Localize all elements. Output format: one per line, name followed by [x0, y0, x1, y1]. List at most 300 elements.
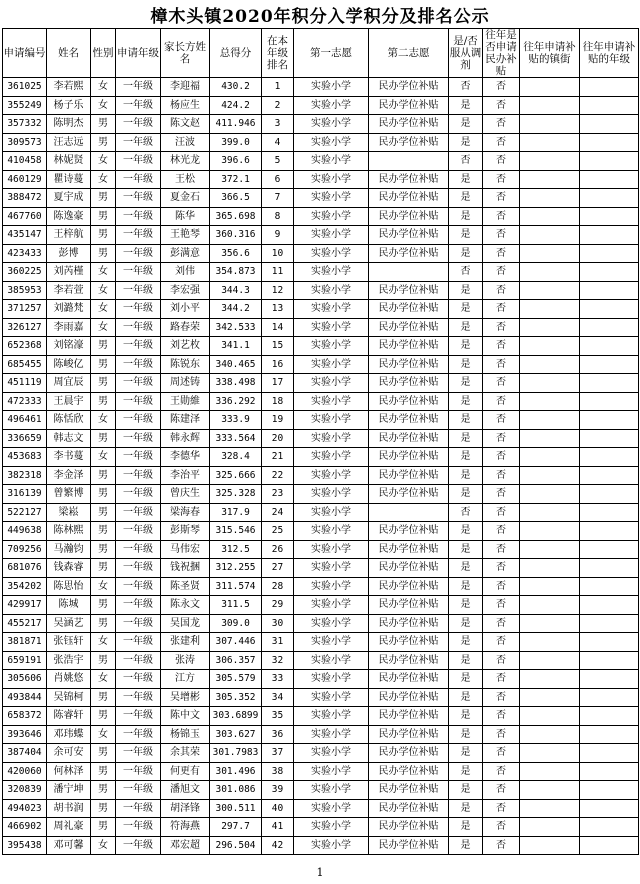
table-cell: 否 — [483, 503, 520, 522]
table-row — [3, 503, 639, 522]
table-cell: 一年级 — [116, 96, 161, 115]
table-cell: 民办学位补贴 — [369, 133, 449, 152]
table-cell — [520, 318, 580, 337]
table-cell: 李雨嘉 — [47, 318, 91, 337]
table-cell — [580, 318, 639, 337]
table-cell: 一年级 — [116, 744, 161, 763]
table-cell: 是 — [449, 392, 483, 411]
table-cell: 是 — [449, 318, 483, 337]
table-row — [3, 207, 639, 226]
table-cell: 否 — [483, 448, 520, 467]
table-cell — [580, 355, 639, 374]
table-cell: 430.2 — [210, 78, 262, 97]
table-cell: 实验小学 — [294, 614, 369, 633]
table-cell: 305.579 — [210, 670, 262, 689]
table-cell: 男 — [91, 614, 116, 633]
table-cell: 709256 — [3, 540, 47, 559]
table-cell: 23 — [262, 485, 294, 504]
table-cell: 否 — [483, 411, 520, 430]
table-cell: 是 — [449, 633, 483, 652]
table-cell: 何林泽 — [47, 762, 91, 781]
table-cell: 一年级 — [116, 448, 161, 467]
table-row — [3, 836, 639, 855]
table-cell: 否 — [483, 263, 520, 282]
table-cell — [520, 281, 580, 300]
table-cell: 4 — [262, 133, 294, 152]
table-cell: 否 — [483, 170, 520, 189]
table-cell: 344.2 — [210, 300, 262, 319]
table-cell: 林妮贤 — [47, 152, 91, 171]
table-cell: 是 — [449, 170, 483, 189]
table-row — [3, 540, 639, 559]
table-cell: 民办学位补贴 — [369, 836, 449, 855]
table-cell — [520, 818, 580, 837]
column-header: 往年申请补贴的镇街 — [520, 29, 580, 78]
table-cell: 一年级 — [116, 762, 161, 781]
table-cell: 是 — [449, 485, 483, 504]
table-cell — [520, 337, 580, 356]
table-cell: 429917 — [3, 596, 47, 615]
table-cell: 423433 — [3, 244, 47, 263]
table-cell: 否 — [483, 429, 520, 448]
table-cell: 336659 — [3, 429, 47, 448]
table-cell: 301.496 — [210, 762, 262, 781]
table-cell: 19 — [262, 411, 294, 430]
table-row — [3, 633, 639, 652]
table-cell: 一年级 — [116, 207, 161, 226]
table-cell: 一年级 — [116, 263, 161, 282]
table-cell: 王松 — [161, 170, 210, 189]
table-row — [3, 577, 639, 596]
table-cell: 实验小学 — [294, 522, 369, 541]
table-cell: 邓可馨 — [47, 836, 91, 855]
table-row — [3, 725, 639, 744]
table-cell: 35 — [262, 707, 294, 726]
table-cell: 男 — [91, 189, 116, 208]
table-cell: 男 — [91, 207, 116, 226]
column-header: 性别 — [91, 29, 116, 78]
table-cell — [520, 577, 580, 596]
table-cell: 民办学位补贴 — [369, 226, 449, 245]
table-cell: 是 — [449, 337, 483, 356]
table-cell — [520, 725, 580, 744]
table-cell — [520, 152, 580, 171]
table-cell — [580, 762, 639, 781]
table-cell — [520, 744, 580, 763]
table-cell: 41 — [262, 818, 294, 837]
table-cell: 342.533 — [210, 318, 262, 337]
table-cell: 刘小平 — [161, 300, 210, 319]
table-cell: 李若熙 — [47, 78, 91, 97]
table-row — [3, 762, 639, 781]
table-cell: 实验小学 — [294, 688, 369, 707]
table-cell: 男 — [91, 762, 116, 781]
table-cell: 男 — [91, 799, 116, 818]
table-cell: 一年级 — [116, 466, 161, 485]
table-cell: 女 — [91, 96, 116, 115]
table-cell: 男 — [91, 522, 116, 541]
table-cell: 467760 — [3, 207, 47, 226]
table-cell — [520, 799, 580, 818]
table-cell: 305606 — [3, 670, 47, 689]
table-cell: 彭博 — [47, 244, 91, 263]
table-cell: 否 — [483, 577, 520, 596]
table-cell: 否 — [483, 818, 520, 837]
table-cell: 21 — [262, 448, 294, 467]
table-cell: 366.5 — [210, 189, 262, 208]
document-title: 樟木头镇2020年积分入学积分及排名公示 — [150, 7, 490, 27]
table-cell: 一年级 — [116, 170, 161, 189]
table-cell: 否 — [483, 337, 520, 356]
table-cell: 354.873 — [210, 263, 262, 282]
table-cell — [580, 170, 639, 189]
table-cell: 否 — [483, 78, 520, 97]
table-cell: 685455 — [3, 355, 47, 374]
table-cell: 否 — [483, 207, 520, 226]
table-cell: 306.357 — [210, 651, 262, 670]
table-cell: 25 — [262, 522, 294, 541]
table-cell: 实验小学 — [294, 281, 369, 300]
table-cell: 否 — [483, 189, 520, 208]
column-header: 姓名 — [47, 29, 91, 78]
table-cell: 实验小学 — [294, 207, 369, 226]
table-cell: 325.328 — [210, 485, 262, 504]
table-cell: 一年级 — [116, 244, 161, 263]
table-cell: 刘艺枚 — [161, 337, 210, 356]
table-row — [3, 818, 639, 837]
table-cell: 男 — [91, 559, 116, 578]
table-cell — [369, 152, 449, 171]
table-cell: 男 — [91, 374, 116, 393]
table-cell: 张建利 — [161, 633, 210, 652]
table-cell — [520, 78, 580, 97]
table-cell: 326127 — [3, 318, 47, 337]
table-cell: 否 — [483, 725, 520, 744]
table-cell: 38 — [262, 762, 294, 781]
table-cell: 15 — [262, 337, 294, 356]
table-cell: 一年级 — [116, 614, 161, 633]
table-cell: 否 — [483, 318, 520, 337]
header-row — [3, 29, 639, 78]
table-cell: 是 — [449, 836, 483, 855]
table-cell: 陈睿轩 — [47, 707, 91, 726]
table-cell: 汪志远 — [47, 133, 91, 152]
table-cell: 296.504 — [210, 836, 262, 855]
table-cell — [520, 633, 580, 652]
table-cell: 陈锐东 — [161, 355, 210, 374]
table-row — [3, 744, 639, 763]
table-cell: 胡泽锋 — [161, 799, 210, 818]
table-cell: 邓宏超 — [161, 836, 210, 855]
table-cell: 是 — [449, 522, 483, 541]
table-row — [3, 485, 639, 504]
table-cell: 女 — [91, 318, 116, 337]
table-cell: 312.255 — [210, 559, 262, 578]
table-cell: 是 — [449, 448, 483, 467]
table-cell: 民办学位补贴 — [369, 596, 449, 615]
table-cell: 399.0 — [210, 133, 262, 152]
table-cell: 395438 — [3, 836, 47, 855]
table-cell: 女 — [91, 836, 116, 855]
column-header: 在本年级排名 — [262, 29, 294, 78]
table-cell: 一年级 — [116, 318, 161, 337]
table-cell: 一年级 — [116, 725, 161, 744]
table-cell: 13 — [262, 300, 294, 319]
table-cell — [520, 448, 580, 467]
table-cell: 否 — [483, 762, 520, 781]
table-cell: 466902 — [3, 818, 47, 837]
table-cell: 31 — [262, 633, 294, 652]
table-cell: 是 — [449, 688, 483, 707]
table-cell: 是 — [449, 781, 483, 800]
table-cell: 309573 — [3, 133, 47, 152]
table-cell: 一年级 — [116, 115, 161, 134]
table-cell: 是 — [449, 725, 483, 744]
table-cell: 652368 — [3, 337, 47, 356]
table-cell: 29 — [262, 596, 294, 615]
table-cell — [580, 337, 639, 356]
table-cell — [580, 540, 639, 559]
table-cell: 522127 — [3, 503, 47, 522]
table-cell: 是 — [449, 762, 483, 781]
table-cell: 民办学位补贴 — [369, 207, 449, 226]
table-cell — [580, 485, 639, 504]
table-cell: 34 — [262, 688, 294, 707]
column-header: 申请年级 — [116, 29, 161, 78]
table-cell: 否 — [449, 78, 483, 97]
table-cell: 民办学位补贴 — [369, 688, 449, 707]
table-cell — [520, 411, 580, 430]
table-cell: 否 — [483, 799, 520, 818]
table-cell — [520, 374, 580, 393]
table-cell — [520, 244, 580, 263]
table-cell: 382318 — [3, 466, 47, 485]
table-cell: 361025 — [3, 78, 47, 97]
table-cell: 一年级 — [116, 559, 161, 578]
table-cell: 王勋維 — [161, 392, 210, 411]
table-cell: 336.292 — [210, 392, 262, 411]
table-cell: 男 — [91, 466, 116, 485]
table-cell — [520, 688, 580, 707]
table-cell — [520, 485, 580, 504]
table-cell — [520, 300, 580, 319]
table-cell: 民办学位补贴 — [369, 429, 449, 448]
table-cell: 实验小学 — [294, 96, 369, 115]
table-cell: 钱祝捆 — [161, 559, 210, 578]
table-cell: 659191 — [3, 651, 47, 670]
table-cell — [520, 392, 580, 411]
table-cell: 民办学位补贴 — [369, 781, 449, 800]
table-cell: 实验小学 — [294, 300, 369, 319]
table-cell: 民办学位补贴 — [369, 818, 449, 837]
table-cell: 32 — [262, 651, 294, 670]
column-header: 家长方姓名 — [161, 29, 210, 78]
table-cell: 301.086 — [210, 781, 262, 800]
table-cell: 7 — [262, 189, 294, 208]
table-cell: 梁海春 — [161, 503, 210, 522]
table-cell: 36 — [262, 725, 294, 744]
table-cell — [520, 429, 580, 448]
table-cell: 民办学位补贴 — [369, 466, 449, 485]
table-cell — [580, 744, 639, 763]
table-cell: 男 — [91, 226, 116, 245]
table-row — [3, 133, 639, 152]
table-cell: 424.2 — [210, 96, 262, 115]
table-cell — [520, 707, 580, 726]
table-cell: 实验小学 — [294, 170, 369, 189]
table-row — [3, 318, 639, 337]
table-cell: 实验小学 — [294, 263, 369, 282]
table-cell: 2 — [262, 96, 294, 115]
table-cell: 实验小学 — [294, 799, 369, 818]
table-cell: 否 — [483, 355, 520, 374]
table-cell: 实验小学 — [294, 133, 369, 152]
table-cell: 303.6899 — [210, 707, 262, 726]
table-cell: 男 — [91, 392, 116, 411]
table-cell: 实验小学 — [294, 152, 369, 171]
table-cell: 实验小学 — [294, 540, 369, 559]
table-cell: 否 — [483, 300, 520, 319]
table-cell: 曾庆生 — [161, 485, 210, 504]
table-cell: 李书蔓 — [47, 448, 91, 467]
table-cell: 是 — [449, 466, 483, 485]
table-cell — [580, 133, 639, 152]
table-cell: 张钰轩 — [47, 633, 91, 652]
table-cell: 女 — [91, 263, 116, 282]
table-cell: 民办学位补贴 — [369, 725, 449, 744]
table-cell: 实验小学 — [294, 411, 369, 430]
table-cell: 男 — [91, 707, 116, 726]
table-cell: 张涛 — [161, 651, 210, 670]
table-cell: 实验小学 — [294, 78, 369, 97]
table-row — [3, 688, 639, 707]
table-cell: 一年级 — [116, 300, 161, 319]
table-cell: 女 — [91, 281, 116, 300]
table-cell: 民办学位补贴 — [369, 744, 449, 763]
table-cell: 16 — [262, 355, 294, 374]
table-cell: 杨锦玉 — [161, 725, 210, 744]
table-cell — [520, 355, 580, 374]
table-cell: 否 — [483, 596, 520, 615]
table-cell: 307.446 — [210, 633, 262, 652]
table-cell: 李迎福 — [161, 78, 210, 97]
table-cell: 33 — [262, 670, 294, 689]
table-cell: 否 — [449, 503, 483, 522]
table-cell: 陈恬欣 — [47, 411, 91, 430]
table-cell: 一年级 — [116, 281, 161, 300]
table-cell: 男 — [91, 337, 116, 356]
table-cell: 303.627 — [210, 725, 262, 744]
table-row — [3, 152, 639, 171]
table-cell — [580, 466, 639, 485]
table-cell: 男 — [91, 744, 116, 763]
table-cell: 411.946 — [210, 115, 262, 134]
table-cell — [580, 78, 639, 97]
table-cell: 男 — [91, 429, 116, 448]
table-cell: 是 — [449, 207, 483, 226]
table-cell: 是 — [449, 281, 483, 300]
table-row — [3, 651, 639, 670]
table-cell: 18 — [262, 392, 294, 411]
table-cell — [520, 96, 580, 115]
table-cell: 是 — [449, 133, 483, 152]
table-cell: 449638 — [3, 522, 47, 541]
table-cell: 男 — [91, 503, 116, 522]
table-row — [3, 96, 639, 115]
table-cell — [369, 503, 449, 522]
table-cell: 一年级 — [116, 670, 161, 689]
table-row — [3, 374, 639, 393]
table-cell: 杨应生 — [161, 96, 210, 115]
table-cell: 否 — [483, 707, 520, 726]
table-cell — [580, 207, 639, 226]
table-cell: 24 — [262, 503, 294, 522]
table-cell: 陈林熙 — [47, 522, 91, 541]
table-cell — [520, 762, 580, 781]
table-cell: 陈明杰 — [47, 115, 91, 134]
table-cell: 一年级 — [116, 226, 161, 245]
table-row — [3, 559, 639, 578]
table-cell: 肖姚悠 — [47, 670, 91, 689]
table-cell: 一年级 — [116, 781, 161, 800]
table-cell: 民办学位补贴 — [369, 670, 449, 689]
table-cell: 否 — [483, 96, 520, 115]
table-cell: 实验小学 — [294, 781, 369, 800]
column-header: 总得分 — [210, 29, 262, 78]
table-cell: 一年级 — [116, 485, 161, 504]
table-cell: 男 — [91, 818, 116, 837]
table-cell: 女 — [91, 152, 116, 171]
table-cell: 陈逸豪 — [47, 207, 91, 226]
table-cell: 一年级 — [116, 78, 161, 97]
table-cell: 民办学位补贴 — [369, 170, 449, 189]
table-cell: 民办学位补贴 — [369, 448, 449, 467]
table-cell: 否 — [483, 133, 520, 152]
table-cell: 316139 — [3, 485, 47, 504]
table-cell: 328.4 — [210, 448, 262, 467]
table-cell: 460129 — [3, 170, 47, 189]
table-cell: 陈华 — [161, 207, 210, 226]
table-cell: 杨子乐 — [47, 96, 91, 115]
table-cell: 387404 — [3, 744, 47, 763]
table-cell: 胡书润 — [47, 799, 91, 818]
table-cell: 潘旭文 — [161, 781, 210, 800]
table-cell: 夏宇成 — [47, 189, 91, 208]
table-cell: 360225 — [3, 263, 47, 282]
table-cell: 民办学位补贴 — [369, 559, 449, 578]
table-cell: 彭满意 — [161, 244, 210, 263]
column-header: 往年是否申请民办补贴 — [483, 29, 520, 78]
table-cell: 实验小学 — [294, 559, 369, 578]
table-cell: 311.5 — [210, 596, 262, 615]
table-cell: 6 — [262, 170, 294, 189]
table-row — [3, 799, 639, 818]
table-cell: 李宏强 — [161, 281, 210, 300]
table-cell: 男 — [91, 540, 116, 559]
table-cell: 民办学位补贴 — [369, 614, 449, 633]
table-row — [3, 337, 639, 356]
table-cell: 民办学位补贴 — [369, 78, 449, 97]
table-cell: 周述铸 — [161, 374, 210, 393]
table-cell — [580, 152, 639, 171]
table-cell: 刘芮槿 — [47, 263, 91, 282]
table-cell — [520, 207, 580, 226]
table-cell: 393646 — [3, 725, 47, 744]
table-cell: 354202 — [3, 577, 47, 596]
table-cell: 357332 — [3, 115, 47, 134]
table-cell: 彭斯琴 — [161, 522, 210, 541]
table-cell: 马伟宏 — [161, 540, 210, 559]
